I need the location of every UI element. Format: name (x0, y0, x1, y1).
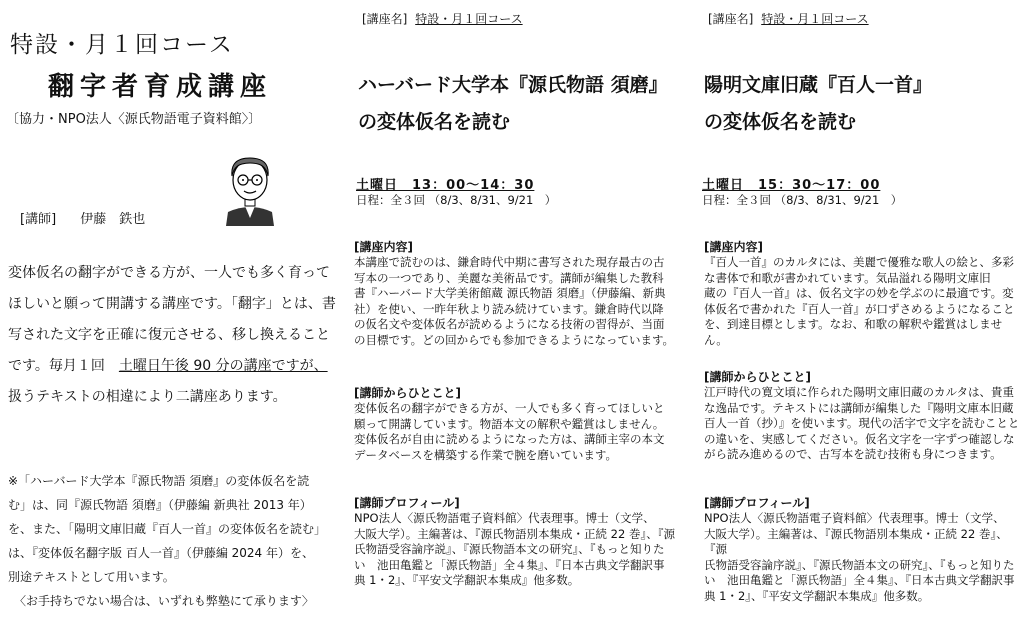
message-line-1: 変体仮名の翻字ができる方が、一人でも多く育ってほしいと (354, 401, 665, 415)
content-line-1: 『百人一首』のカルタには、美麗で優雅な歌人の絵と、多彩 (704, 255, 1015, 269)
message-line-4: の違いを、実感してください。仮名文字を一字ずつ確認しな (704, 431, 1015, 446)
profile-line-4: い 池田亀鑑と「源氏物語」全４集』、『日本古典文学翻訳事 (354, 557, 665, 572)
profile-line-1: NPO法人〈源氏物語電子資料館〉代表理事。博士（文学、 (354, 511, 655, 525)
content-line-4: 社）を使い、一昨年秋より読み続けています。鎌倉時代以降 (354, 301, 664, 316)
lecturer-name: 伊藤 鉄也 (80, 212, 146, 227)
message-line-3: 変体仮名が自由に読めるようになった方は、講師主宰の本文 (354, 432, 665, 446)
content-line-5: の仮名文や変体仮名が読めるようになる技術の習得が、当面 (354, 317, 665, 331)
note-line-4: は、『変体仮名翻字版 百人一首』（伊藤編 2024 年）を、 (8, 546, 314, 560)
content-line-1: 本講座で読むのは、鎌倉時代中期に書写された現存最古の古 (354, 255, 665, 269)
message-label: [講師からひとこと] (704, 370, 811, 384)
lecturer-portrait (218, 152, 282, 226)
content-label: [講座内容] (354, 240, 413, 254)
course-title-line-2: の変体仮名を読む (358, 111, 511, 133)
course-tag-value: 特設・月１回コース (415, 12, 523, 26)
profile-line-5: 典 1・2』、『平安文学翻訳本集成』他多数。 (354, 573, 580, 587)
content-label: [講座内容] (704, 240, 763, 254)
content-line-4: 体仮名で書かれた『百人一首』が口ずさめるようになること (704, 301, 1015, 316)
note-line-3: を、また、「陽明文庫旧蔵『百人一首』の変体仮名を読む」 (8, 522, 327, 536)
course-tag-line (708, 10, 869, 27)
message-label: [講師からひとこと] (354, 386, 461, 400)
profile-label: [講師プロフィール] (354, 496, 460, 510)
message-line-1: 江戸時代の寛文頃に作られた陽明文庫旧蔵のカルタは、貴重 (704, 385, 1015, 399)
profile-line-4: い 池田亀鑑と「源氏物語」全４集』、『日本古典文学翻訳事 (704, 573, 1015, 587)
content-line-6: の目標です。どの回からでも参加できるようになっています。 (354, 332, 675, 347)
course-title-line-1: 陽明文庫旧蔵『百人一首』 (704, 74, 933, 96)
message-line-3: 百人一首（抄）』を使います。現代の活字で文字を読むことと (704, 416, 1020, 430)
note-line-2: む」は、同『源氏物語 須磨』（伊藤編 新典社 2013 年） (8, 498, 312, 512)
profile-label: [講師プロフィール] (704, 496, 810, 510)
course-title-line-1: ハーバード大学本『源氏物語 須磨』 (358, 74, 668, 96)
message-line-2: な逸品です。テキストには講師が編集した『陽明文庫本旧蔵 (704, 400, 1014, 415)
lecturer-line (20, 208, 145, 227)
course-tag-label: [講座名] (362, 12, 408, 26)
course-tag-value: 特設・月１回コース (761, 12, 869, 26)
content-line-2: 写本の一つであり、美麗な美術品です。講師が編集した教科 (354, 270, 664, 285)
profile-line-2: 大阪大学）。主編著は、『源氏物語別本集成・正続 22 巻』、『源 (704, 526, 1008, 556)
content-line-3: 書『ハーバード大学美術館蔵 源氏物語 須磨』（伊藤編、新典 (354, 286, 666, 300)
profile-line-1: NPO法人〈源氏物語電子資料館〉代表理事。博士（文学、 (704, 511, 1005, 525)
course-schedule: 日程：全３回 （8/3、8/31、9/21 ） (702, 193, 903, 207)
series-title: 特設・月１回コース (10, 32, 234, 58)
course-title-line-2: の変体仮名を読む (704, 111, 857, 133)
note-line-5: 別途テキストとして用います。 (8, 570, 175, 584)
course-title: 翻字者育成講座 (48, 72, 273, 102)
profile-line-3: 氏物語受容論序説』、『源氏物語本文の研究』、『もっと知りた (704, 557, 1015, 572)
course-tag-label: [講座名] (708, 12, 754, 26)
course-time: 土曜日 15：30〜17：00 (702, 178, 881, 193)
intro-line-2: ほしいと願って開講する講座です。「翻字」とは、書 (8, 296, 336, 312)
message-line-4: データベースを構築する作業で腕を磨いています。 (354, 447, 618, 462)
cooperation-note: 〔協力・NPO法人〈源氏物語電子資料館〉〕 (6, 112, 262, 127)
content-line-3: 蔵の『百人一首』は、仮名文字の妙を学ぶのに最適です。変 (704, 286, 1014, 300)
profile-line-3: 氏物語受容論序説』、『源氏物語本文の研究』、『もっと知りた (354, 542, 665, 556)
content-line-2: な書体で和歌が書かれています。気品溢れる陽明文庫旧 (704, 270, 991, 285)
intro-line-3: 写された文字を正確に復元させる、移し換えること (8, 327, 330, 343)
message-line-5: がら読み進めるので、古写本を読む技術も身につきます。 (704, 447, 1002, 461)
profile-line-2: 大阪大学）。主編著は、『源氏物語別本集成・正続 22 巻』、『源 (354, 526, 675, 541)
intro-line-4-start: です。毎月１回 (8, 358, 119, 374)
course-schedule: 日程：全３回 （8/3、8/31、9/21 ） (356, 193, 557, 207)
profile-line-5: 典 1・2』、『平安文学翻訳本集成』他多数。 (704, 588, 930, 603)
lecturer-label: [講師] (20, 212, 57, 227)
course-tag-line (362, 10, 523, 27)
intro-line-4 (8, 351, 338, 382)
note-line-1: ※「ハーバード大学本『源氏物語 須磨』の変体仮名を読 (8, 474, 310, 488)
intro-line-5: 扱うテキストの相違により二講座あります。 (8, 389, 287, 405)
course-time: 土曜日 13：00〜14：30 (356, 178, 535, 193)
content-line-5: を、到達目標とします。なお、和歌の解釈や鑑賞はしません。 (704, 317, 1003, 347)
intro-emphasis: 土曜日午後 90 分の講座ですが、 (118, 358, 328, 374)
intro-line-1: 変体仮名の翻字ができる方が、一人でも多く育って (8, 265, 330, 281)
message-line-2: 願って開講しています。物語本文の解釈や鑑賞はしません。 (354, 416, 665, 431)
note-line-6: 〈お手持ちでない場合は、いずれも弊塾にて承ります〉 (14, 594, 314, 608)
